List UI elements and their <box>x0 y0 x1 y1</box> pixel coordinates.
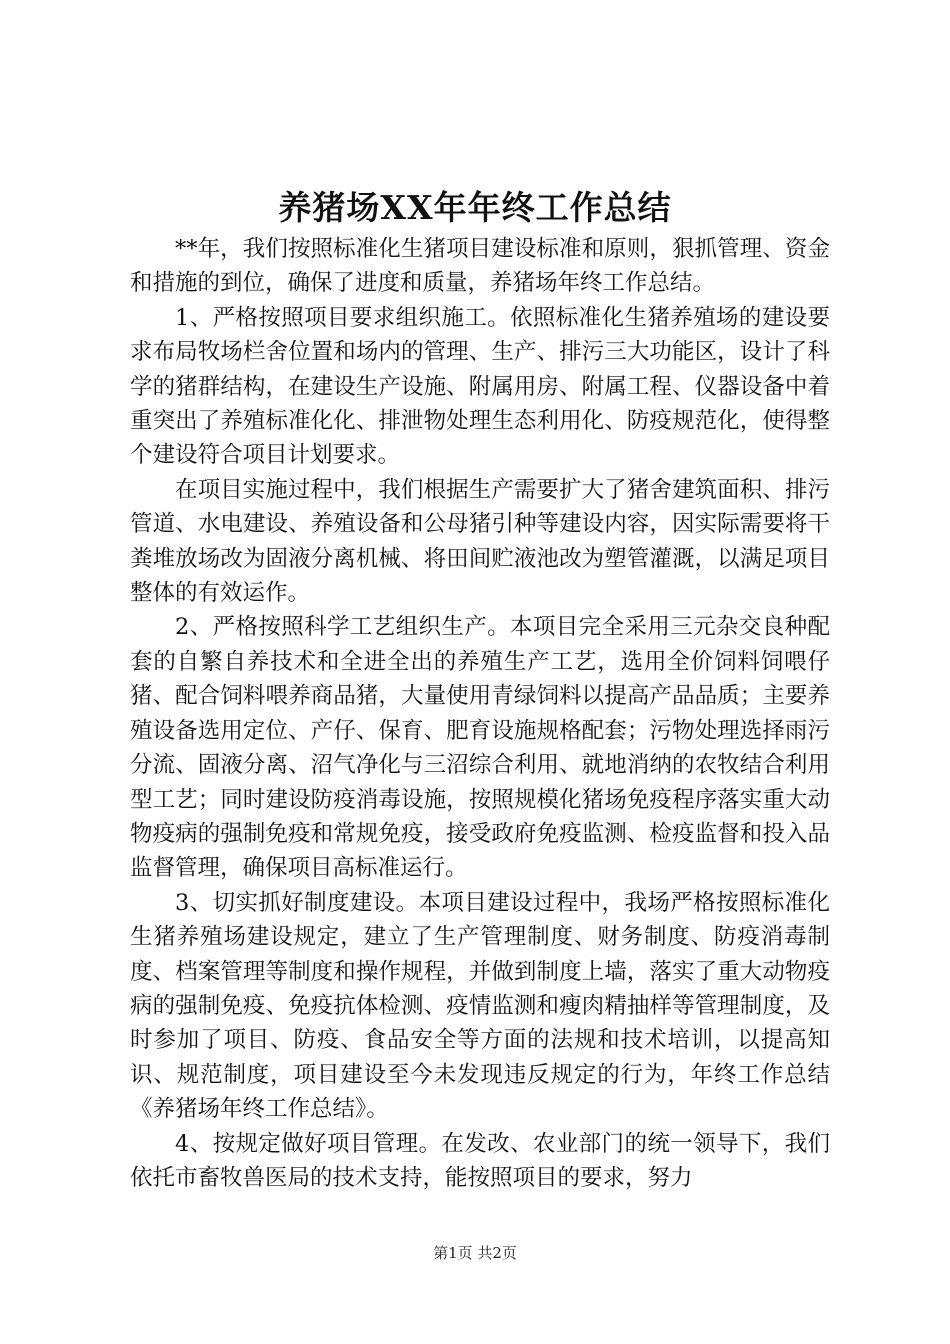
paragraph-intro: **年，我们按照标准化生猪项目建设标准和原则，狠抓管理、资金和措施的到位，确保了进度和质量，养猪场年终工作总结。 <box>130 236 830 297</box>
document-title: 养猪场XX年年终工作总结 <box>278 188 672 227</box>
paragraph-section-2: 2、严格按照科学工艺组织生产。本项目完全采用三元杂交良种配套的自繁自养技术和全进全出的养殖生产工艺，选用全价饲料饲喂仔猪、配合饲料喂养商品猪，大量使用青绿饲料以提高产品品质；主要养殖设备选用定位、产仔、保育、肥育设施规格配套；污物处理选择雨污分流、固液分离、沼气净化与三沼综合利用、就地消纳的农牧结合利用型工艺；同时建设防疫消毒设施，按照规模化猪场免疫程序落实重大动物疫病的强制免疫和常规免疫，接受政府免疫监测、检疫监督和投入品监督管理，确保项目高标准运行。 <box>130 614 830 882</box>
document-body <box>130 232 830 1195</box>
paragraph-section-4: 4、按规定做好项目管理。在发改、农业部门的统一领导下，我们依托市畜牧兽医局的技术支持，能按照项目的要求，努力 <box>130 1130 830 1191</box>
paragraph-section-3: 3、切实抓好制度建设。本项目建设过程中，我场严格按照标准化生猪养殖场建设规定，建立了生产管理制度、财务制度、防疫消毒制度、档案管理等制度和操作规程，并做到制度上墙，落实了重大动物疫病的强制免疫、免疫抗体检测、疫情监测和瘦肉精抽样等管理制度，及时参加了项目、防疫、食品安全等方面的法规和技术培训，以提高知识、规范制度，项目建设至今未发现违反规定的行为，年终工作总结《养猪场年终工作总结》。 <box>130 889 830 1123</box>
paragraph-section-1: 1、严格按照项目要求组织施工。依照标准化生猪养殖场的建设要求布局牧场栏舍位置和场内的管理、生产、排污三大功能区，设计了科学的猪群结构，在建设生产设施、附属用房、附属工程、仪器设备中着重突出了养殖标准化化、排泄物处理生态利用化、防疫规范化，使得整个建设符合项目计划要求。 <box>130 304 830 469</box>
paragraph-section-1-continued: 在项目实施过程中，我们根据生产需要扩大了猪舍建筑面积、排污管道、水电建设、养殖设备和公母猪引种等建设内容，因实际需要将干粪堆放场改为固液分离机械、将田间贮液池改为塑管灌溉，以满足项目整体的有效运作。 <box>130 476 830 607</box>
page-footer: 第1页 共2页 <box>433 1244 517 1262</box>
